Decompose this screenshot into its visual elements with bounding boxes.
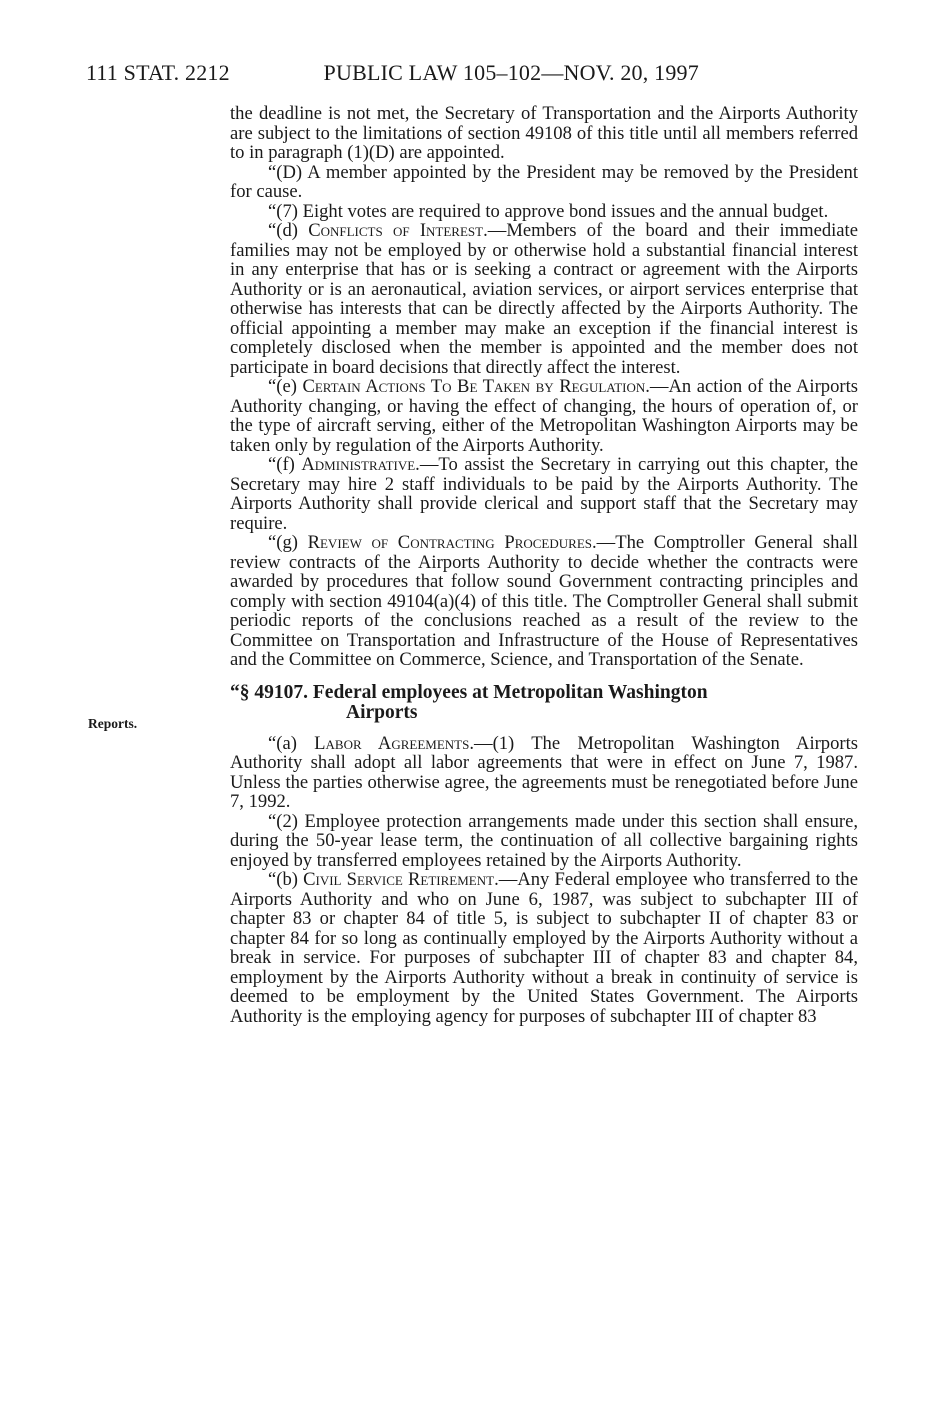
- document-body: [230, 104, 858, 1026]
- subsection-caption: Review of Contracting Procedures: [307, 532, 592, 553]
- paragraph-labor-agreements: [230, 734, 858, 812]
- section-heading-line1: “§ 49107. Federal employees at Metropolitan Washington: [230, 681, 708, 703]
- page-header: [86, 60, 699, 86]
- paragraph-contracting-review: [230, 533, 858, 670]
- subsection-text: .—(1) The Metropolitan Washington Airports Authority shall adopt all labor agreements that were in effect on June 7, 1987. Unless the parties otherwise agree, the agreements must be renegotiated before June 7, 1992.: [230, 732, 858, 812]
- paragraph-regulation-actions: [230, 377, 858, 455]
- subsection-text: .—To assist the Secretary in carrying out this chapter, the Secretary may hire 2 staff individuals to be paid by the Airports Authority. The Airports Authority shall provide clerical and support staff that the Secretary may require.: [230, 454, 858, 534]
- paragraph-deadline: the deadline is not met, the Secretary of Transportation and the Airports Authority are subject to the limitations of section 49108 of this title until all members referred to in paragraph (1)(D) are appointed.: [230, 103, 858, 163]
- subsection-text: .—Members of the board and their immediate families may not be employed by or otherwise hold a substantial financial interest in any enterprise that has or is seeking a contract or agreement with the Airports Authority or is an aeronautical, aviation services, or airport services enterprise that otherwise has interests that can be directly affected by the Airports Authority. The official appointing a member may make an exception if the financial interest is completely disclosed when the member is appointed and the member does not participate in board decisions that directly affect the interest.: [230, 220, 858, 378]
- subsection-lead: “(g): [268, 532, 308, 553]
- margin-note-reports: Reports.: [88, 716, 138, 731]
- paragraph-employee-protection: “(2) Employee protection arrangements made under this section shall ensure, during the 50-year lease term, the continuation of all collective bargaining rights enjoyed by transferred employees retained by the Airports Authority.: [230, 810, 858, 871]
- subsection-text: .—An action of the Airports Authority changing, or having the effect of changing, the hours of operation of, or the type of aircraft serving, either of the Metropolitan Washington Airports may be taken only by regulation of the Airports Authority.: [230, 376, 858, 456]
- subsection-caption: Labor Agreements: [314, 732, 470, 754]
- subsection-caption: Administrative: [301, 454, 416, 475]
- subsection-text: .—The Comptroller General shall review contracts of the Airports Authority to decide whether the contracts were awarded by procedures that follow sound Government contracting principles and comply with section 49104(a)(4) of this title. The Comptroller General shall submit periodic reports of the conclusions reached as a result of the review to the Committee on Transportation and Infrastructure of the House of Representatives and the Committee on Commerce, Science, and Transportation of the Senate.: [230, 532, 858, 670]
- subsection-text: .—Any Federal employee who transferred to the Airports Authority and who on June 6, 1987, was subject to subchapter III of chapter 83 or chapter 84 of title 5, is subject to subchapter II of chapter 83 or chapter 84 for so long as continually employed by the Airports Authority without a break in service. For purposes of subchapter III of chapter 83 and chapter 84, employment by the Airports Authority without a break in continuity of service is deemed to be employment by the United States Government. The Airports Authority is the employing agency for purposes of subchapter III of chapter 83: [230, 869, 858, 1027]
- paragraph-civil-service-retirement: [230, 870, 858, 1026]
- subsection-caption: Conflicts of Interest: [308, 220, 484, 241]
- statute-page-number: 111 STAT. 2212: [86, 60, 230, 85]
- subsection-lead: “(e): [268, 376, 303, 397]
- subsection-lead: “(f): [268, 454, 302, 475]
- paragraph-eight-votes: “(7) Eight votes are required to approve bond issues and the annual budget.: [268, 200, 829, 222]
- public-law-citation: PUBLIC LAW 105–102—NOV. 20, 1997: [323, 60, 699, 85]
- subsection-lead: “(b): [268, 869, 304, 890]
- section-heading-49107: [230, 683, 858, 723]
- subsection-lead: “(a): [268, 732, 315, 754]
- section-heading-line2: Airports: [346, 701, 418, 723]
- subsection-caption: Certain Actions To Be Taken by Regulation: [302, 376, 646, 397]
- paragraph-administrative: [230, 455, 858, 533]
- subsection-lead: “(d): [268, 220, 309, 241]
- paragraph-conflicts-of-interest: [230, 221, 858, 377]
- paragraph-member-removal: “(D) A member appointed by the President may be removed by the President for cause.: [230, 161, 858, 202]
- subsection-caption: Civil Service Retirement: [303, 869, 495, 890]
